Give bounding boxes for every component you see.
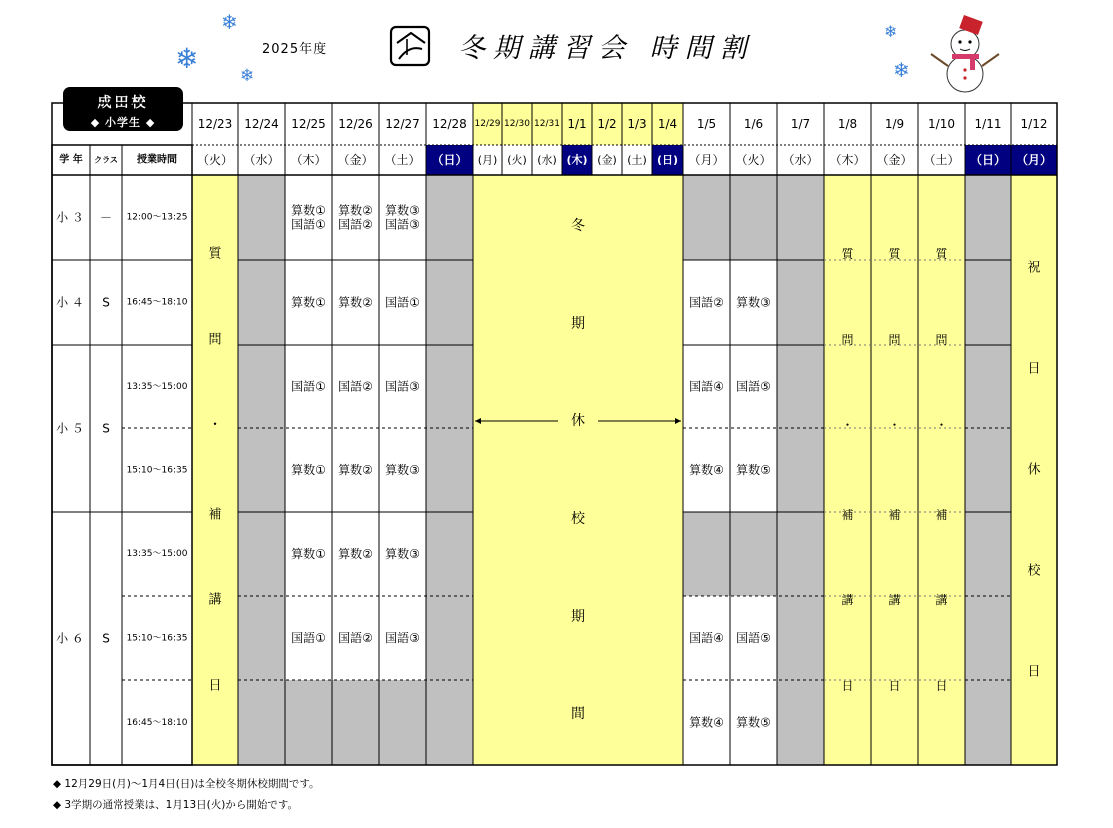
question-day-column (192, 175, 238, 765)
winter-closed-block (473, 175, 683, 765)
question-day-char: 講 (935, 593, 948, 607)
grade-cell: 小 ４ (56, 295, 84, 310)
date-label: 12/27 (385, 117, 420, 131)
school-sub: ◆ 小学生 ◆ (90, 116, 156, 129)
lesson-cell: 国語② (689, 295, 724, 310)
winter-closed-char: 校 (571, 511, 585, 527)
lesson-cell: 国語③ (385, 631, 420, 645)
lesson-cell: 算数② (338, 463, 373, 477)
lesson-cell: 算数④ (689, 463, 724, 477)
question-day-char: 問 (935, 333, 948, 347)
question-day-char: 日 (935, 679, 948, 693)
time-cell: 15:10～16:35 (126, 633, 188, 644)
question-day-char: ・ (935, 418, 948, 432)
day-label: （日） (431, 153, 468, 167)
snowflake-icon: ❄ (893, 58, 910, 82)
winter-closed-char: 期 (571, 609, 585, 625)
question-day-char: ・ (888, 418, 901, 432)
time-header: 授業時間 (137, 154, 177, 166)
snowflake-icon: ❄ (240, 66, 255, 86)
lesson-cell: 算数③ (385, 463, 420, 477)
date-label: 1/12 (1020, 117, 1048, 131)
day-label: （土） (384, 153, 421, 167)
holiday-closed-char: 日 (1027, 664, 1041, 680)
day-label: （水） (782, 153, 819, 167)
question-day-char: 補 (888, 508, 901, 522)
day-label: (金) (597, 153, 617, 167)
date-label: 1/8 (837, 117, 858, 131)
day-label: (水) (537, 153, 557, 167)
day-label: （金） (337, 153, 374, 167)
time-cell: 13:35～15:00 (126, 381, 188, 392)
no-class-column (965, 175, 1011, 765)
question-day-char: 講 (208, 592, 222, 608)
class-cell: S (102, 631, 110, 646)
question-day-char: ・ (841, 418, 854, 432)
grade-header: 学 年 (59, 154, 83, 166)
lesson-cell: 算数② (338, 203, 373, 218)
lesson-cell: 国語① (291, 631, 326, 645)
class-cell: S (102, 421, 110, 436)
date-label: 1/11 (974, 117, 1002, 131)
no-class-column (777, 175, 824, 765)
lesson-cell: 算数① (291, 203, 326, 218)
class-cell: S (102, 295, 110, 310)
time-cell: 12:00～13:25 (126, 212, 188, 223)
date-label: 12/26 (338, 117, 373, 131)
class-header: クラス (94, 155, 118, 165)
date-label: 12/23 (197, 117, 233, 131)
grade-cell: 小 ５ (56, 421, 84, 436)
date-label: 12/24 (244, 117, 279, 131)
holiday-closed-char: 休 (1027, 462, 1041, 478)
time-cell: 13:35～15:00 (126, 549, 188, 560)
question-day-char: 講 (841, 593, 854, 607)
date-label: 12/31 (534, 119, 560, 129)
day-label: （土） (923, 153, 960, 167)
question-day-char: 補 (841, 508, 854, 522)
holiday-closed-char: 日 (1027, 361, 1041, 377)
question-day-char: 補 (208, 507, 222, 523)
question-day-char: 日 (208, 678, 222, 694)
day-label: （木） (290, 153, 327, 167)
holiday-closed-char: 祝 (1027, 260, 1041, 276)
lesson-cell: 国語④ (689, 379, 724, 394)
question-day-char: 講 (888, 593, 901, 607)
class-cell: － (99, 210, 113, 225)
date-label: 12/25 (291, 117, 326, 131)
day-label: （木） (829, 153, 866, 167)
date-label: 1/7 (790, 117, 811, 131)
lesson-cell: 算数③ (385, 203, 420, 218)
date-label: 1/2 (597, 117, 617, 131)
lesson-cell: 算数① (291, 463, 326, 477)
lesson-cell: 算数② (338, 295, 373, 310)
date-label: 12/30 (504, 119, 530, 129)
holiday-closed-char: 校 (1027, 563, 1041, 579)
question-day-column (824, 175, 871, 765)
lesson-cell: 国語④ (689, 631, 724, 645)
no-class-column (238, 175, 285, 765)
lesson-cell: 算数① (291, 547, 326, 561)
lesson-cell: 算数④ (689, 715, 724, 730)
lesson-cell: 国語① (291, 217, 326, 232)
time-cell: 16:45～18:10 (126, 297, 188, 308)
snowflake-icon: ❄ (221, 10, 238, 34)
lesson-cell: 国語⑤ (736, 379, 771, 394)
note-term-start: ◆ 3学期の通常授業は、1月13日(火)から開始です。 (53, 799, 298, 811)
note-closure: ◆ 12月29日(月)～1月4日(日)は全校冬期休校期間です。 (53, 778, 320, 790)
lesson-cell: 国語③ (385, 379, 420, 394)
date-label: 1/9 (884, 117, 905, 131)
snowflake-icon: ❄ (884, 22, 898, 41)
question-day-column (871, 175, 918, 765)
day-label: （日） (969, 153, 1007, 167)
winter-closed-char: 休 (571, 413, 585, 429)
date-label: 1/5 (696, 117, 717, 131)
date-label: 1/4 (657, 117, 678, 131)
question-day-char: 日 (888, 679, 901, 693)
day-label: （月） (688, 153, 725, 167)
day-label: （金） (876, 153, 913, 167)
lesson-cell: 国語① (385, 295, 420, 310)
day-label: (土) (627, 153, 647, 167)
date-label: 1/10 (928, 117, 955, 131)
day-label: (火) (507, 153, 527, 167)
grade-cell: 小 ６ (56, 631, 84, 646)
question-day-char: 質 (208, 246, 222, 262)
question-day-char: 質 (935, 247, 948, 261)
lesson-cell: 国語② (338, 631, 373, 645)
date-label: 1/6 (743, 117, 764, 131)
date-label: 1/3 (627, 117, 647, 131)
question-day-column (918, 175, 965, 765)
question-day-char: 質 (841, 247, 854, 261)
lesson-cell: 算数② (338, 547, 373, 561)
day-label: （火） (735, 153, 772, 167)
lesson-cell: 国語① (291, 379, 326, 394)
lesson-cell: 国語③ (385, 217, 420, 232)
no-class-column (426, 175, 473, 765)
question-day-char: 補 (935, 508, 948, 522)
question-day-char: 問 (888, 333, 901, 347)
day-label: （水） (243, 153, 280, 167)
question-day-char: 質 (888, 247, 901, 261)
day-label: (月) (477, 153, 498, 167)
question-day-char: 問 (208, 332, 222, 348)
winter-closed-char: 冬 (571, 218, 585, 234)
lesson-cell: 国語② (338, 217, 373, 232)
no-class-cell (285, 680, 426, 765)
snowflake-icon: ❄ (175, 42, 199, 75)
page-title: 冬期講習会 時間割 (458, 33, 755, 64)
day-label: （火） (196, 153, 234, 167)
date-label: 1/1 (567, 117, 587, 131)
winter-closed-char: 期 (571, 316, 585, 332)
lesson-cell: 算数③ (385, 547, 420, 561)
day-label: （月） (1015, 153, 1053, 167)
date-label: 12/29 (474, 119, 501, 129)
year-label: 2025年度 (262, 42, 328, 57)
winter-closed-char: 間 (571, 706, 585, 722)
question-day-char: 日 (841, 679, 854, 693)
lesson-cell: 算数① (291, 295, 326, 310)
lesson-cell: 算数⑤ (736, 715, 771, 730)
lesson-cell: 算数⑤ (736, 463, 771, 477)
day-label: (木) (566, 153, 588, 167)
time-cell: 16:45～18:10 (126, 717, 188, 728)
lesson-cell: 算数③ (736, 295, 771, 310)
lesson-cell: 国語② (338, 379, 373, 394)
question-day-char: 問 (841, 333, 854, 347)
lesson-cell: 国語⑤ (736, 631, 771, 645)
day-label: (日) (656, 153, 679, 167)
question-day-char: ・ (208, 417, 222, 433)
school-name: 成田校 (97, 95, 149, 111)
time-cell: 15:10～16:35 (126, 465, 188, 476)
grade-cell: 小 ３ (56, 210, 84, 225)
date-label: 12/28 (432, 117, 467, 131)
